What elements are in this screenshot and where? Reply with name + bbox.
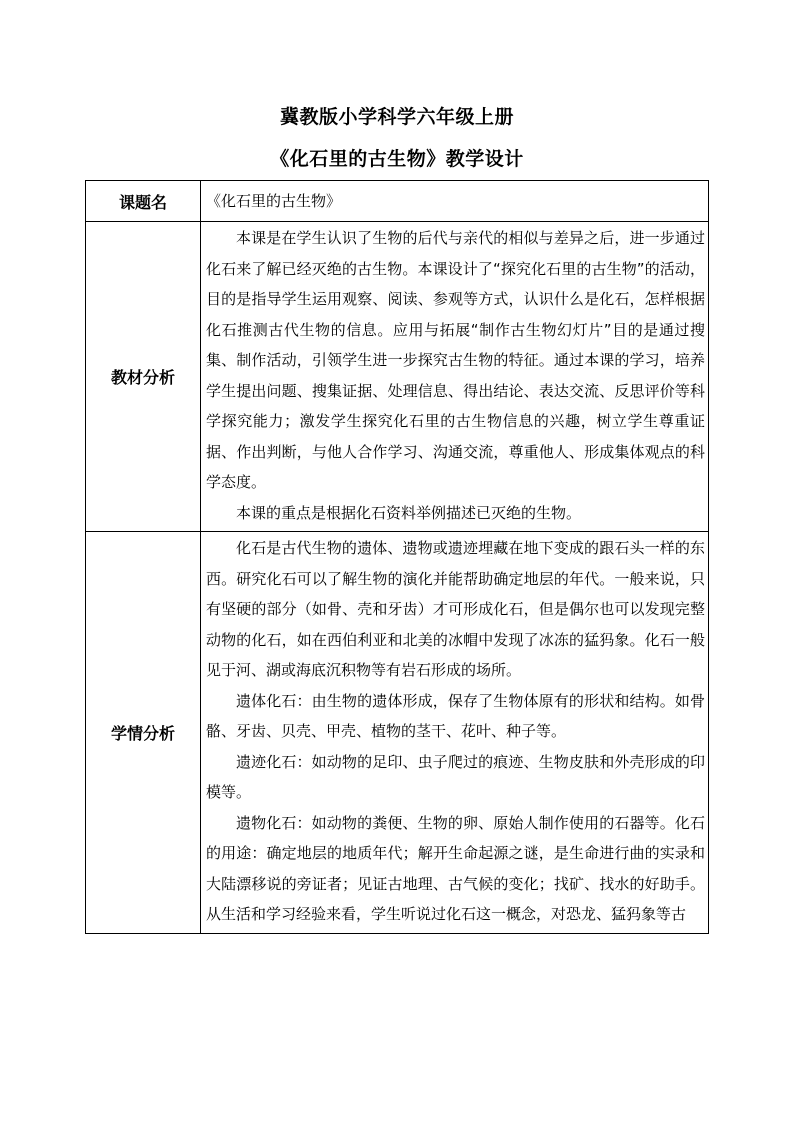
students-content [201,532,709,934]
students-paragraph: 遗体化石：由生物的遗体形成，保存了生物体原有的形状和结构。如骨骼、牙齿、贝壳、甲壳、植物的茎干、花叶、种子等。 [206,691,705,740]
material-paragraph: 本课的重点是根据化石资料举例描述已灭绝的生物。 [236,503,582,522]
topic-label: 课题名 [86,181,201,222]
document-title: 冀教版小学科学六年级上册 [279,106,514,128]
topic-text: 《化石里的古生物》 [206,191,342,210]
students-paragraph: 遗物化石：如动物的粪便、生物的卵、原始人制作使用的石器等。化石的用途：确定地层的地质年代；解开生命起源之谜，是生命进行曲的实录和大陆漂移说的旁证者；见证古地理、古气候的变化；找矿、找水的好助手。从生活和学习经验来看，学生听说过化石这一概念，对恐龙、猛犸象等古 [206,813,705,923]
students-paragraph: 遗迹化石：如动物的足印、虫子爬过的痕迹、生物皮肤和外壳形成的印模等。 [206,752,705,801]
table-row-topic [86,181,709,222]
material-paragraph: 本课是在学生认识了生物的后代与亲代的相似与差异之后，进一步通过化石来了解已经灭绝的古生物。本课设计了“探究化石里的古生物”的活动，目的是指导学生运用观察、阅读、参观等方式，认识什么是化石，怎样根据化石推测古代生物的信息。应用与拓展“制作古生物幻灯片”目的是通过搜集、制作活动，引领学生进一步探究古生物的特征。通过本课的学习，培养学生提出问题、搜集证据、处理信息、得出结论、表达交流、反思评价等科学探究能力；激发学生探究化石里的古生物信息的兴趣，树立学生尊重证据、作出判断，与他人合作学习、沟通交流，尊重他人、形成集体观点的科学态度。 [206,229,705,491]
students-paragraph: 化石是古代生物的遗体、遗物或遗迹埋藏在地下变成的跟石头一样的东西。研究化石可以了解生物的演化并能帮助确定地层的年代。一般来说，只有坚硬的部分（如骨、壳和牙齿）才可形成化石，但是偶尔也可以发现完整动物的化石，如在西伯利亚和北美的冰帽中发现了冰冻的猛犸象。化石一般见于河、湖或海底沉积物等有岩石形成的场所。 [206,539,705,679]
students-label: 学情分析 [86,532,201,934]
table-row-material [86,222,709,532]
topic-value [201,181,709,222]
table-row-students [86,532,709,934]
document-subtitle: 《化石里的古生物》教学设计 [270,148,524,170]
lesson-plan-table [85,180,709,934]
material-content [201,222,709,532]
material-label: 教材分析 [86,222,201,532]
